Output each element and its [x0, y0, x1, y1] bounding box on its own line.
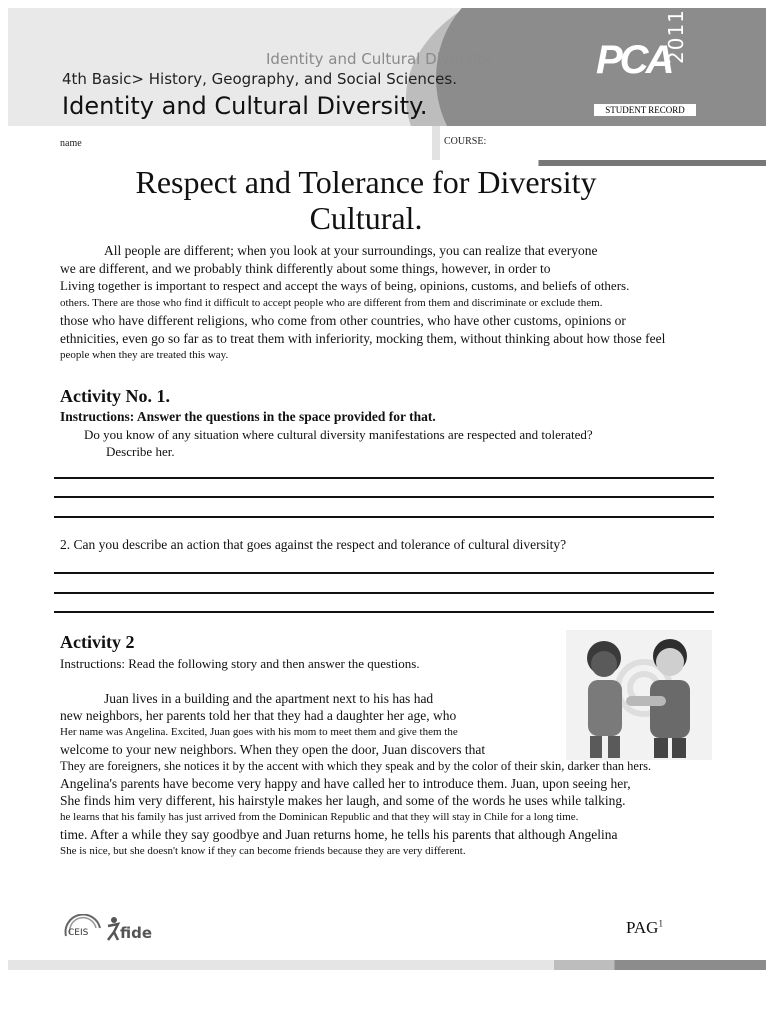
header-course-faded: Identity and Cultural Diversity: [266, 50, 492, 68]
intro-line: we are different, and we probably think differently about some things, however, in order to: [60, 260, 551, 276]
activity1-instructions: Instructions: Answer the questions in the space provided for that.: [60, 409, 436, 424]
name-field-label[interactable]: name: [60, 138, 82, 149]
answer-line[interactable]: [54, 572, 714, 574]
pca-logo-text: PCA: [596, 38, 672, 82]
footer-logos: [60, 914, 180, 944]
page-number-value: 1: [658, 918, 663, 929]
intro-line: Living together is important to respect and accept the ways of being, opinions, customs, and beliefs of others.: [60, 278, 630, 293]
page-label-text: PAG: [626, 918, 659, 937]
answer-line[interactable]: [54, 496, 714, 498]
story-line: She is nice, but she doesn't know if they can become friends because they are very different.: [60, 845, 466, 857]
activity2-instructions: Instructions: Read the following story and then answer the questions.: [60, 656, 420, 671]
story-line: time. After a while they say goodbye and Juan returns home, he tells his parents that although Angelina: [60, 827, 618, 842]
footer-band: [8, 960, 766, 970]
activity2-title: Activity 2: [60, 632, 135, 652]
header-subtitle: 4th Basic> History, Geography, and Social Sciences.: [62, 70, 457, 88]
answer-line[interactable]: [54, 516, 714, 518]
story-line: She finds him very different, his hairstyle makes her laugh, and some of the words he uses while talking.: [60, 793, 626, 808]
question1-line1: Do you know of any situation where cultural diversity manifestations are respected and tolerated?: [84, 427, 593, 442]
intro-line: All people are different; when you look at your surroundings, you can realize that everyone: [104, 243, 598, 258]
story-line: Her name was Angelina. Excited, Juan goes with his mom to meet them and give them the: [60, 726, 458, 738]
answer-line[interactable]: [54, 477, 714, 479]
answer-line[interactable]: [54, 611, 714, 613]
activity1-question1: [84, 426, 716, 460]
course-field-label[interactable]: COURSE:: [444, 136, 487, 147]
activity2-story: [60, 690, 720, 860]
story-line: welcome to your new neighbors. When they open the door, Juan discovers that: [60, 742, 486, 757]
student-info-row: [8, 126, 766, 162]
story-line: Angelina's parents have become very happy and have called her to introduce them. Juan, upon seeing her,: [60, 776, 631, 791]
intro-line: ethnicities, even go so far as to treat them with inferiority, mocking them, without thinking about how those feel: [60, 330, 666, 346]
story-line: They are foreigners, she notices it by the accent with which they speak and by the color of their skin, darker than hers.: [60, 759, 652, 773]
field-divider: [432, 126, 440, 160]
intro-paragraph: [60, 242, 720, 365]
story-line: he learns that his family has just arrived from the Dominican Republic and that they will stay in Chile for a long time.: [60, 811, 579, 823]
intro-line: those who have different religions, who come from other countries, who have other customs, opinions or: [60, 313, 626, 328]
story-line: new neighbors, her parents told her that they had a daughter her age, who: [60, 708, 457, 723]
answer-line[interactable]: [54, 592, 714, 594]
header-title: Identity and Cultural Diversity.: [62, 92, 428, 120]
page-number: [626, 918, 663, 938]
pca-logo: [594, 9, 698, 118]
fide-logo-text: fide: [120, 924, 153, 942]
page-title-line2: Cultural.: [309, 200, 423, 236]
ceis-logo-text: CEIS: [68, 928, 89, 938]
page-title-line1: Respect and Tolerance for Diversity: [135, 164, 597, 200]
story-line: Juan lives in a building and the apartment next to his has had: [104, 691, 434, 706]
page-title: [60, 164, 672, 236]
activity1-question2: 2. Can you describe an action that goes against the respect and tolerance of cultural diversity?: [60, 537, 567, 552]
question1-line2: Describe her.: [106, 444, 175, 459]
intro-line: people when they are treated this way.: [60, 349, 229, 361]
student-record-caption: STUDENT RECORD: [594, 104, 696, 116]
intro-line: others. There are those who find it difficult to accept people who are different from them and discriminate or exclude them.: [60, 296, 603, 309]
activity1-title: Activity No. 1.: [60, 386, 170, 406]
pca-logo-year: 2011: [664, 9, 688, 64]
